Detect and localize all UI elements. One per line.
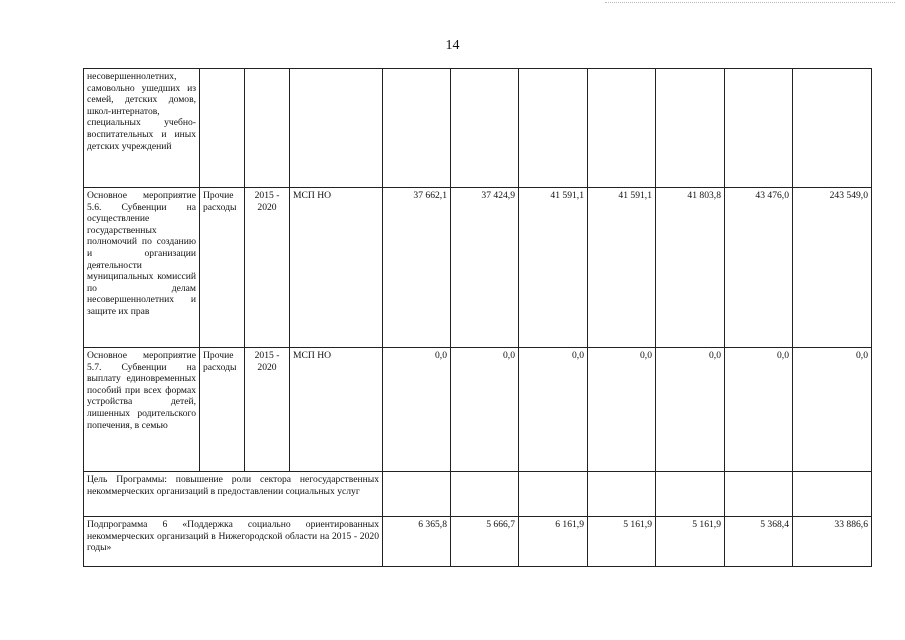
year-value: 0,0 [519, 348, 588, 472]
year-value: 5 368,4 [725, 517, 793, 567]
year-value [725, 69, 793, 188]
year-value: 37 424,9 [451, 188, 519, 348]
year-value: 0,0 [451, 348, 519, 472]
year-value: 0,0 [725, 348, 793, 472]
year-value: 41 591,1 [588, 188, 656, 348]
year-value [656, 69, 725, 188]
executor: МСП НО [290, 188, 383, 348]
year-value: 6 365,8 [383, 517, 451, 567]
period: 2015 - 2020 [245, 188, 290, 348]
period: 2015 - 2020 [245, 348, 290, 472]
goal-row [84, 472, 872, 517]
year-value [588, 472, 656, 517]
year-value [656, 472, 725, 517]
scan-edge-mark [605, 2, 895, 3]
total-value: 33 886,6 [793, 517, 872, 567]
year-value: 0,0 [656, 348, 725, 472]
year-value: 41 591,1 [519, 188, 588, 348]
page-number: 14 [445, 38, 460, 53]
expense-type: Прочие расходы [200, 348, 245, 472]
budget-table [83, 68, 872, 567]
year-value: 0,0 [383, 348, 451, 472]
activity-description: Основное мероприятие 5.7. Субвенции на выплату единовременных пособий при всех формах устройства детей, лишенных родительского попечения, в семью [84, 348, 200, 472]
year-value: 41 803,8 [656, 188, 725, 348]
executor: МСП НО [290, 348, 383, 472]
total-value: 0,0 [793, 348, 872, 472]
table-row [84, 188, 872, 348]
year-value [725, 472, 793, 517]
activity-description: Основное мероприятие 5.6. Субвенции на осуществление государственных полномочий по созданию и организации деятельности муниципальных комиссий по делам несовершеннолетних и защите их прав [84, 188, 200, 348]
year-value: 37 662,1 [383, 188, 451, 348]
total-value: 243 549,0 [793, 188, 872, 348]
year-value: 5 161,9 [588, 517, 656, 567]
year-value [451, 69, 519, 188]
period [245, 69, 290, 188]
year-value: 0,0 [588, 348, 656, 472]
total-value [793, 472, 872, 517]
activity-description: несовершеннолетних, самовольно ушедших из семей, детских домов, школ-интернатов, специальных учебно-воспитательных и иных детских учреждений [84, 69, 200, 188]
total-value [793, 69, 872, 188]
year-value [588, 69, 656, 188]
program-goal: Цель Программы: повышение роли сектора негосударственных некоммерческих организаций в предоставлении социальных услуг [84, 472, 383, 517]
year-value [383, 69, 451, 188]
year-value: 5 666,7 [451, 517, 519, 567]
expense-type [200, 69, 245, 188]
year-value: 6 161,9 [519, 517, 588, 567]
expense-type: Прочие расходы [200, 188, 245, 348]
year-value [451, 472, 519, 517]
year-value [519, 69, 588, 188]
year-value: 5 161,9 [656, 517, 725, 567]
year-value [519, 472, 588, 517]
table-row [84, 348, 872, 472]
subprogram-row [84, 517, 872, 567]
executor [290, 69, 383, 188]
table-row [84, 69, 872, 188]
subprogram-title: Подпрограмма 6 «Поддержка социально ориентированных некоммерческих организаций в Нижегородской области на 2015 - 2020 годы» [84, 517, 383, 567]
year-value [383, 472, 451, 517]
year-value: 43 476,0 [725, 188, 793, 348]
